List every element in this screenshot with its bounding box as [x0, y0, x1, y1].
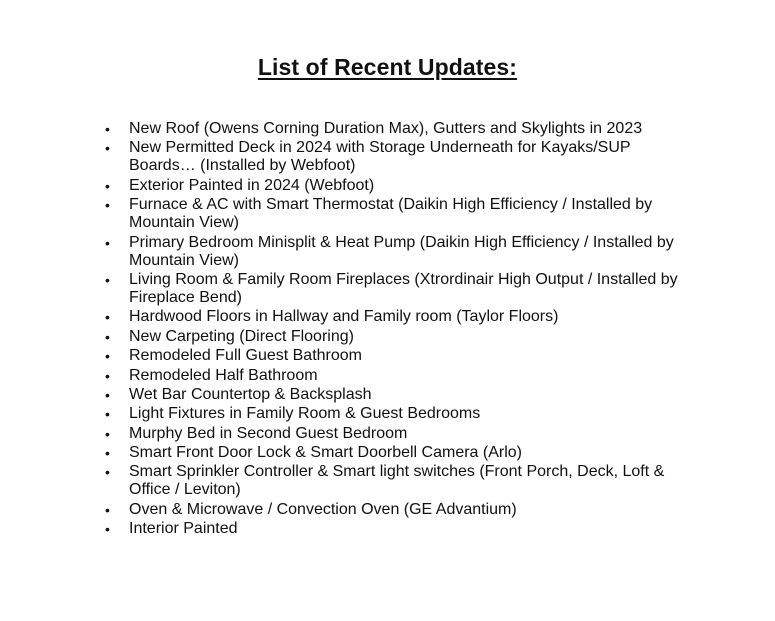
bullet-icon: • [105, 367, 110, 384]
bullet-icon: • [105, 348, 110, 365]
bullet-icon: • [105, 140, 110, 157]
list-item-text: Primary Bedroom Minisplit & Heat Pump (Daikin High Efficiency / Installed by Mountain View) [129, 233, 674, 269]
list-item-text: Furnace & AC with Smart Thermostat (Daikin High Efficiency / Installed by Mountain View) [129, 196, 653, 232]
list-item-text: Remodeled Full Guest Bathroom [129, 347, 362, 365]
list-item [103, 328, 683, 346]
list-item [103, 386, 683, 404]
list-item-text: New Carpeting (Direct Flooring) [129, 327, 354, 345]
list-item-text: New Permitted Deck in 2024 with Storage Underneath for Kayaks/SUP Boards… (Installed by Webfoot) [129, 139, 631, 175]
list-item-text: Light Fixtures in Family Room & Guest Bedrooms [129, 405, 481, 423]
bullet-icon: • [105, 445, 110, 462]
list-item-text: New Roof (Owens Corning Duration Max), Gutters and Skylights in 2023 [129, 120, 643, 137]
bullet-icon: • [105, 197, 110, 214]
bullet-icon: • [105, 271, 110, 288]
bullet-icon: • [105, 309, 110, 326]
bullet-icon: • [105, 386, 110, 403]
list-item [103, 520, 683, 538]
updates-list [103, 120, 683, 540]
bullet-icon: • [105, 121, 110, 137]
list-item [103, 177, 683, 195]
list-item-text: Oven & Microwave / Convection Oven (GE Advantium) [129, 500, 517, 518]
list-item-text: Murphy Bed in Second Guest Bedroom [129, 424, 408, 442]
list-item [103, 234, 683, 270]
list-item-text: Exterior Painted in 2024 (Webfoot) [129, 176, 375, 194]
bullet-icon: • [105, 464, 110, 481]
list-item-text: Smart Front Door Lock & Smart Doorbell Camera (Arlo) [129, 444, 522, 462]
bullet-icon: • [105, 328, 110, 345]
list-item [103, 120, 683, 138]
bullet-icon: • [105, 177, 110, 194]
list-item [103, 347, 683, 365]
list-item-text: Interior Painted [129, 520, 238, 538]
list-item [103, 425, 683, 443]
bullet-icon: • [105, 501, 110, 518]
bullet-icon: • [105, 406, 110, 423]
bullet-icon: • [105, 234, 110, 251]
bullet-icon: • [105, 425, 110, 442]
list-item [103, 139, 683, 175]
list-item-text: Hardwood Floors in Hallway and Family room (Taylor Floors) [129, 308, 559, 326]
bullet-icon: • [105, 521, 110, 538]
list-item [103, 367, 683, 385]
list-item [103, 405, 683, 423]
list-item [103, 501, 683, 519]
list-item-text: Wet Bar Countertop & Backsplash [129, 385, 372, 403]
list-item [103, 196, 683, 232]
list-item [103, 444, 683, 462]
list-item-text: Living Room & Family Room Fireplaces (Xtrordinair High Output / Installed by Fireplace Bend) [129, 270, 678, 306]
page-title: List of Recent Updates: [257, 54, 518, 80]
list-item [103, 271, 683, 307]
list-item [103, 463, 683, 499]
list-item [103, 308, 683, 326]
list-item-text: Remodeled Half Bathroom [129, 366, 318, 384]
list-item-text: Smart Sprinkler Controller & Smart light switches (Front Porch, Deck, Loft & Office / Leviton) [129, 463, 665, 499]
